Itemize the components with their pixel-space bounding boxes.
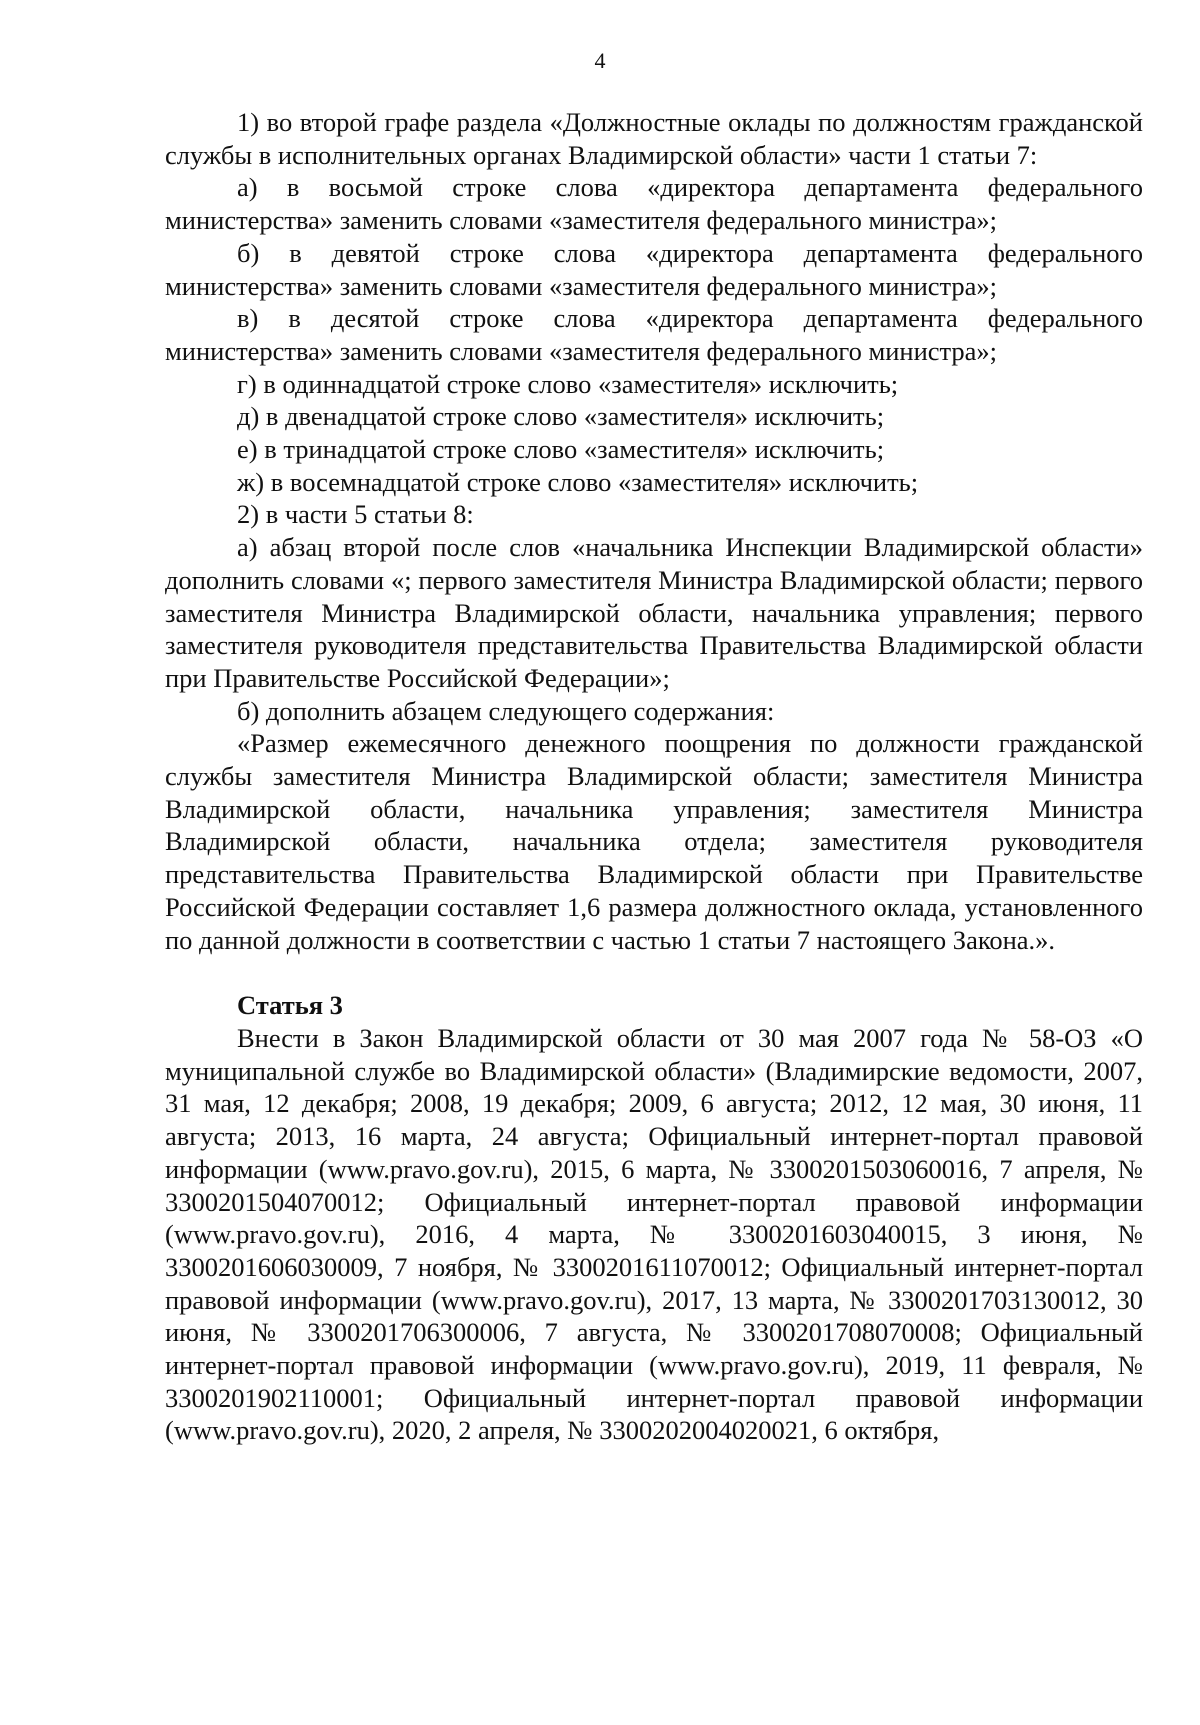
paragraph-item-1e: е) в тринадцатой строке слово «заместителя» исключить; bbox=[237, 434, 885, 465]
paragraph-item-1b: б) в девятой строке слова «директора департамента федерального министерства» заменить словами «заместителя федерального министра»; bbox=[165, 237, 1143, 301]
paragraph-item-1zh: ж) в восемнадцатой строке слово «заместителя» исключить; bbox=[237, 466, 919, 497]
paragraph-item-1: 1) во второй графе раздела «Должностные оклады по должностям гражданской службы в исполнительных органах Владимирской области» части 1 статьи 7: bbox=[165, 107, 1143, 170]
paragraph-item-2a: а) абзац второй после слов «начальника Инспекции Владимирской области» дополнить словами «; первого заместителя Министра Владимирской области; первого заместителя Министра Владимирской области, начальника управления; первого заместителя руководителя представительства Правительства Владимирской области при Правительстве Российской Федерации»; bbox=[165, 532, 1143, 693]
paragraph-item-1a: а) в восьмой строке слова «директора департамента федерального министерства» заменить словами «заместителя федерального министра»; bbox=[165, 172, 1143, 236]
page-number: 4 bbox=[594, 48, 606, 73]
document-body bbox=[165, 106, 1143, 1447]
paragraph-item-1v: в) в десятой строке слова «директора департамента федерального министерства» заменить словами «заместителя федерального министра»; bbox=[165, 303, 1143, 366]
paragraph-item-1g: г) в одиннадцатой строке слово «заместителя» исключить; bbox=[237, 368, 899, 399]
paragraph-item-2: 2) в части 5 статьи 8: bbox=[237, 499, 474, 530]
section-spacer bbox=[165, 956, 1143, 989]
paragraph-item-1d: д) в двенадцатой строке слово «заместителя» исключить; bbox=[237, 401, 885, 432]
paragraph-item-2b: б) дополнить абзацем следующего содержания: bbox=[237, 695, 775, 726]
paragraph-new-abzac: «Размер ежемесячного денежного поощрения по должности гражданской службы заместителя Министра Владимирской области; заместителя Министра Владимирской области, начальника управления; заместителя Министра Владимирской области, начальника отдела; заместителя руководителя представительства Правительства Владимирской области при Правительстве Российской Федерации составляет 1,6 размера должностного оклада, установленного по данной должности в соответствии с частью 1 статьи 7 настоящего Закона.». bbox=[165, 728, 1143, 955]
article-3-heading: Статья 3 bbox=[237, 990, 343, 1021]
article-3-text: Внести в Закон Владимирской области от 30 мая 2007 года № 58-ОЗ «О муниципальной службе во Владимирской области» (Владимирские ведомости, 2007, 31 мая, 12 декабря; 2008, 19 декабря; 2009, 6 августа; 2012, 12 мая, 30 июня, 11 августа; 2013, 16 марта, 24 августа; Официальный интернет-портал правовой информации (www.pravo.gov.ru), 2015, 6 марта, № 3300201503060016, 7 апреля, № 3300201504070012; Официальный интернет-портал правовой информации (www.pravo.gov.ru), 2016, 4 марта, № 3300201603040015, 3 июня, № 3300201606030009, 7 ноября, № 3300201611070012; Официальный интернет-портал правовой информации (www.pravo.gov.ru), 2017, 13 марта, № 3300201703130012, 30 июня, № 3300201706300006, 7 августа, № 3300201708070008; Официальный интернет-портал правовой информации (www.pravo.gov.ru), 2019, 11 февраля, № 3300201902110001; Официальный интернет-портал правовой информации (www.pravo.gov.ru), 2020, 2 апреля, № 3300202004020021, 6 октября, bbox=[165, 1022, 1143, 1446]
